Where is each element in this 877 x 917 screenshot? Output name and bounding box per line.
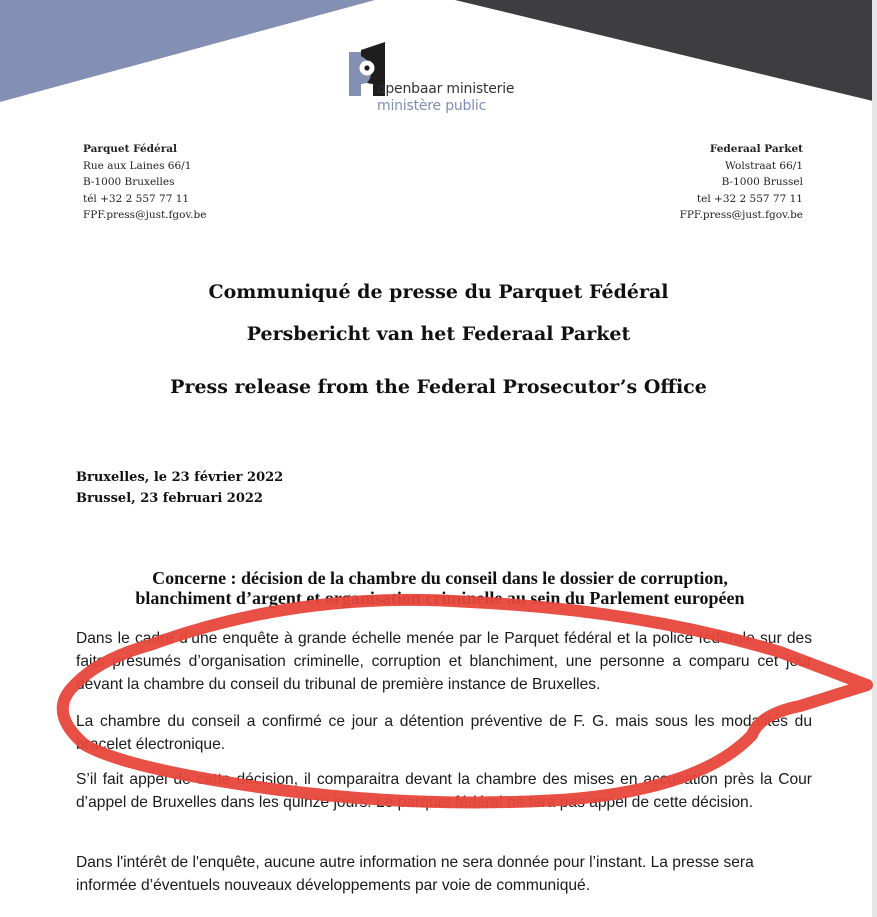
title-dutch: Persbericht van het Federaal Parket (246, 323, 631, 345)
body-paragraph: S’il fait appel de cette décision, il comparaitra devant la chambre des mises en accusation près la Cour d’appel de Bruxelles dans les quinze jours. Le parquet fédéral ne fera pas appel de cette décision. (76, 771, 812, 811)
phone: tel +32 2 557 77 11 (696, 192, 803, 205)
body-paragraph: Dans l'intérêt de l'enquête, aucune autre information ne sera donnée pour l’instant. La presse sera informée d’éventuels nouveaux développements par voie de communiqué. (76, 854, 754, 894)
title-english: Press release from the Federal Prosecutor’s Office (170, 376, 707, 398)
address-block-nl (680, 141, 803, 224)
office-name: Parquet Fédéral (83, 143, 178, 155)
date-block (76, 467, 283, 509)
email: FPF.press@just.fgov.be (83, 209, 207, 221)
page-edge (872, 0, 877, 917)
date-french: Bruxelles, le 23 février 2022 (76, 470, 284, 485)
body-paragraph: La chambre du conseil a confirmé ce jour a détention préventive de F. G. mais sous les modalités du bracelet électronique. (76, 713, 812, 753)
logo-text-french: ministère public (377, 98, 487, 114)
title-french: Communiqué de presse du Parquet Fédéral (208, 281, 669, 303)
email: FPF.press@just.fgov.be (679, 209, 803, 221)
address-block-fr (83, 141, 206, 224)
body-paragraph: Dans le cadre d’une enquête à grande échelle menée par le Parquet fédéral et la police fédérale sur des faits présumés d’organisation criminelle, corruption et blanchiment, une personne a comparu cet jour devant la chambre du conseil du tribunal de première instance de Bruxelles. (76, 630, 812, 693)
city: B-1000 Brussel (721, 176, 803, 188)
office-name: Federaal Parket (709, 143, 803, 155)
street: Rue aux Laines 66/1 (83, 159, 192, 172)
subject-heading (60, 568, 820, 608)
street: Wolstraat 66/1 (724, 159, 803, 172)
date-dutch: Brussel, 23 februari 2022 (76, 491, 263, 506)
city: B-1000 Bruxelles (83, 176, 175, 188)
phone: tél +32 2 557 77 11 (83, 192, 190, 205)
subject-line-2: blanchiment d’argent et organisation criminelle au sein du Parlement européen (135, 588, 745, 608)
subject-line-1: Concerne : décision de la chambre du conseil dans le dossier de corruption, (152, 568, 728, 588)
ministry-logo (347, 40, 547, 120)
logo-text-dutch: openbaar ministerie (377, 81, 515, 97)
